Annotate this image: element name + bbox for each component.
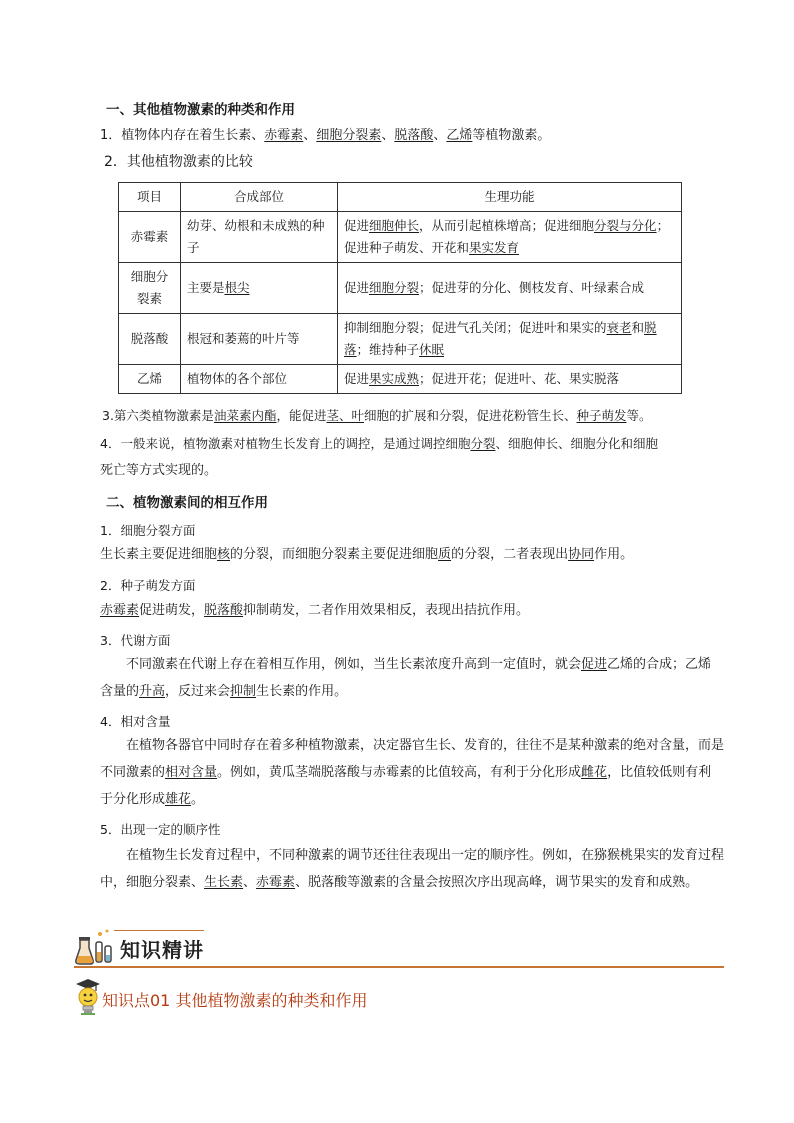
hormone-name: 赤霉素 xyxy=(119,212,181,263)
comparison-table xyxy=(118,182,682,394)
p1-text xyxy=(100,541,724,568)
text: 4．一般来说，植物激素对植物生长发育上的调控，是通过调控细胞 xyxy=(100,436,471,451)
p2-title: 2．种子萌发方面 xyxy=(100,578,196,593)
blank-answer: 分裂与分化 xyxy=(594,218,657,233)
blank-answer: 促进 xyxy=(581,657,608,672)
hormone-name: 细胞分裂素 xyxy=(119,263,181,314)
text: 的分裂，二者表现出 xyxy=(451,547,569,562)
text: 等植物激素。 xyxy=(472,128,551,143)
table-row xyxy=(119,365,682,394)
text: ，能促进 xyxy=(276,408,327,423)
s1-item2: 2．其他植物激素的比较 xyxy=(104,154,253,170)
p3-title: 3．代谢方面 xyxy=(100,633,171,648)
p4-title: 4．相对含量 xyxy=(100,714,171,729)
function xyxy=(338,212,682,263)
hormone-name: 乙烯 xyxy=(119,365,181,394)
table-header: 项目 xyxy=(119,183,181,212)
blank-answer: 衰老 xyxy=(606,320,632,335)
text: ，比值较低则有利于分化形成 xyxy=(100,765,712,807)
blank-answer: 细胞分裂素 xyxy=(316,128,382,143)
blank-answer: 种子萌发 xyxy=(576,408,627,423)
flask-icon xyxy=(74,926,116,966)
p5-title: 5．出现一定的顺序性 xyxy=(100,822,221,837)
banner-title: 知识精讲 xyxy=(120,938,204,962)
table-row xyxy=(119,212,682,263)
blank-answer: 脱落酸 xyxy=(204,603,244,618)
text: 等。 xyxy=(626,408,652,423)
table-row xyxy=(119,314,682,365)
blank-answer: 抑制 xyxy=(230,684,257,699)
s1-item4-line1 xyxy=(100,430,724,457)
text: 、 xyxy=(381,128,395,143)
text: 、 xyxy=(433,128,447,143)
blank-answer: 细胞分裂 xyxy=(369,280,420,295)
blank-answer: 根尖 xyxy=(224,280,250,295)
text: 在植物各器官中同时存在着多种植物激素，决定器官生长、发育的，往往不是某种激素的绝对含量，而是不同激素的 xyxy=(100,738,725,780)
blank-answer: 果实发育 xyxy=(469,240,520,255)
knowledge-point-title: 知识点01 其他植物激素的种类和作用 xyxy=(102,991,368,1010)
text: 1．植物体内存在着生长素、 xyxy=(100,128,265,143)
banner-top-rule xyxy=(114,930,204,931)
text: ；促进开花；促进叶、花、果实脱落 xyxy=(419,371,620,386)
blank-answer: 协同 xyxy=(568,547,595,562)
text: 的分裂，而细胞分裂素主要促进细胞 xyxy=(230,547,439,562)
text: 在植物生长发育过程中，不同种激素的调节还往往表现出一定的顺序性。例如，在猕猴桃果实的发育过程中，细胞分裂素、 xyxy=(100,848,725,890)
blank-answer: 雄花 xyxy=(165,792,192,807)
text: 抑制细胞分裂；促进气孔关闭；促进叶和果实的 xyxy=(344,320,607,335)
function xyxy=(338,365,682,394)
blank-answer: 果实成熟 xyxy=(369,371,420,386)
blank-answer: 分裂 xyxy=(470,436,496,451)
synthesis-site: 根冠和萎蔫的叶片等 xyxy=(181,314,338,365)
p5-text xyxy=(100,842,724,896)
text: 不同激素在代谢上存在着相互作用，例如，当生长素浓度升高到一定值时，就会 xyxy=(126,657,582,672)
p3-text xyxy=(100,651,724,705)
s1-item1 xyxy=(100,122,724,149)
blank-answer: 脱落酸 xyxy=(394,128,434,143)
text: 细胞的扩展和分裂，促进花粉管生长、 xyxy=(363,408,577,423)
text: 作用。 xyxy=(594,547,634,562)
text: 主要是 xyxy=(187,280,225,295)
synthesis-site xyxy=(181,263,338,314)
blank-answer: 乙烯 xyxy=(446,128,473,143)
text: 促进 xyxy=(344,371,370,386)
p2-text xyxy=(100,597,724,624)
blank-answer: 升高 xyxy=(139,684,166,699)
text: 促进萌发， xyxy=(139,603,205,618)
blank-answer: 休眠 xyxy=(419,342,445,357)
table-header: 生理功能 xyxy=(338,183,682,212)
text: 、细胞伸长、细胞分化和细胞 xyxy=(495,436,658,451)
section-banner xyxy=(74,926,724,968)
text: ，从而引起植株增高；促进细胞 xyxy=(419,218,595,233)
blank-answer: 生长素 xyxy=(204,875,244,890)
text: 促进 xyxy=(344,280,370,295)
p4-text xyxy=(100,732,724,813)
table-row xyxy=(119,263,682,314)
blank-answer: 雌花 xyxy=(581,765,608,780)
synthesis-site: 植物体的各个部位 xyxy=(181,365,338,394)
section2-heading: 二、植物激素间的相互作用 xyxy=(106,495,268,511)
section1-heading: 一、其他植物激素的种类和作用 xyxy=(106,102,295,118)
text: 、 xyxy=(243,875,257,890)
table-header: 合成部位 xyxy=(181,183,338,212)
text: 。例如，黄瓜茎端脱落酸与赤霉素的比值较高，有利于分化形成 xyxy=(217,765,582,780)
text: 生长素的作用。 xyxy=(256,684,348,699)
blank-answer: 质 xyxy=(438,547,452,562)
hormone-name: 脱落酸 xyxy=(119,314,181,365)
text: 和 xyxy=(631,320,645,335)
text: ；促进芽的分化、侧枝发育、叶绿素合成 xyxy=(419,280,645,295)
s1-item4-line2: 死亡等方式实现的。 xyxy=(100,463,218,478)
blank-answer: 细胞伸长 xyxy=(369,218,420,233)
text: ，反过来会 xyxy=(165,684,231,699)
function xyxy=(338,263,682,314)
blank-answer: 赤霉素 xyxy=(256,875,296,890)
synthesis-site: 幼芽、幼根和未成熟的种子 xyxy=(181,212,338,263)
text: 乙烯的合成；乙烯含量的 xyxy=(100,657,712,699)
table-header-row xyxy=(119,183,682,212)
blank-answer: 核 xyxy=(217,547,231,562)
text: 生长素主要促进细胞 xyxy=(100,547,218,562)
blank-answer: 茎、叶 xyxy=(326,408,364,423)
function xyxy=(338,314,682,365)
banner-rule xyxy=(74,966,724,968)
blank-answer: 脱落 xyxy=(344,320,657,357)
blank-answer: 赤霉素 xyxy=(264,128,304,143)
text: ；维持种子 xyxy=(356,342,420,357)
text: ；促进种子萌发、开花和 xyxy=(344,218,670,255)
text: 3.第六类植物激素是 xyxy=(102,408,214,423)
text: 、脱落酸等激素的含量会按照次序出现高峰，调节果实的发育和成熟。 xyxy=(295,875,699,890)
s1-item3 xyxy=(102,402,726,429)
blank-answer: 相对含量 xyxy=(165,765,218,780)
text: 促进 xyxy=(344,218,370,233)
p1-title: 1．细胞分裂方面 xyxy=(100,523,196,538)
text: 抑制萌发，二者作用效果相反，表现出拮抗作用。 xyxy=(243,603,530,618)
knowledge-point-heading xyxy=(74,978,574,1018)
text: 、 xyxy=(303,128,317,143)
text: 。 xyxy=(191,792,205,807)
blank-answer: 赤霉素 xyxy=(100,603,140,618)
lightbulb-graduate-icon xyxy=(74,978,102,1018)
blank-answer: 油菜素内酯 xyxy=(213,408,277,423)
